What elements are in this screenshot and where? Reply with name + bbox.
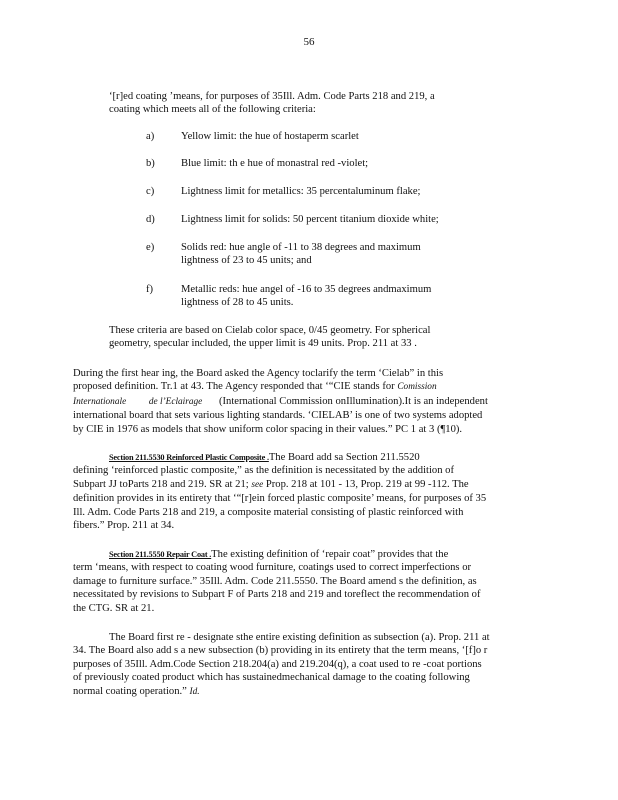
criterion-label: c) — [146, 186, 155, 197]
intro-line: coating which meets all of the following criteria: — [109, 104, 316, 116]
criteria-note-line: geometry, specular included, the upper limit is 49 units. Prop. 211 at 33 . — [109, 338, 417, 350]
criterion-label: a) — [146, 131, 155, 142]
criterion-line: lightness of 28 to 45 units. — [181, 297, 294, 309]
reinforced-line: Ill. Adm. Code Parts 218 and 219, a composite material consisting of plastic reinforced with — [73, 506, 464, 518]
repair-line: damage to furniture surface.” 35Ill. Adm. Code 211.5550. The Board amend s the definition, as — [73, 575, 477, 587]
hearing-line: international board that sets various lighting standards. ‘CIELAB’ is one of two systems adopted — [73, 410, 483, 422]
redesignate-line — [73, 631, 537, 644]
criterion-label: f) — [146, 284, 154, 295]
hearing-line: During the first hear ing, the Board asked the Agency toclarify the term ‘Cielab” in this — [73, 368, 444, 379]
reinforced-text: Subpart JJ toParts 218 and 219. SR at 21; — [73, 478, 249, 490]
redesignate-text: normal coating operation.” — [73, 685, 187, 697]
hearing-italic: de l’Eclairage — [148, 396, 203, 407]
hearing-italic: Comission — [397, 382, 437, 393]
criterion-text — [181, 283, 481, 310]
hearing-line — [73, 380, 537, 394]
criteria-note-line: These criteria are based on Cielab color space, 0/45 geometry. For spherical — [109, 325, 431, 336]
criterion-label: e) — [146, 242, 155, 253]
criterion-text: Lightness limit for solids: 50 percent titanium dioxide white; — [181, 214, 439, 225]
redesignate-text: The Board first re - designate sthe entire existing definition as subsection (a). Prop. 211 at — [109, 632, 490, 643]
hearing-text: (International Commission onIllumination).It is an independent — [218, 395, 488, 407]
hearing-italic: Internationale — [73, 396, 127, 407]
redesignate-paragraph — [73, 631, 537, 699]
redesignate-italic: Id. — [189, 686, 200, 697]
reinforced-line: fibers.” Prop. 211 at 34. — [73, 520, 175, 532]
reinforced-line: defining ‘reinforced plastic composite,” as the definition is necessitated by the addition of — [73, 465, 454, 477]
page-number: 56 — [303, 36, 315, 48]
repair-line: the CTG. SR at 21. — [73, 602, 155, 614]
redesignate-line: 34. The Board also add s a new subsection (b) providing in its entirety that the term means, ‘[f]o r — [73, 645, 488, 657]
criteria-note — [109, 324, 479, 351]
hearing-paragraph — [73, 367, 537, 436]
criterion-text: Yellow limit: the hue of hostaperm scarlet — [181, 131, 359, 142]
reinforced-text: Prop. 218 at 101 - 13, Prop. 219 at 99 -112. The — [265, 478, 469, 490]
criterion-text: Blue limit: th e hue of monastral red -violet; — [181, 158, 369, 169]
criterion-text: Lightness limit for metallics: 35 percentaluminum flake; — [181, 186, 421, 197]
intro-line: ‘[r]ed coating ’means, for purposes of 35Ill. Adm. Code Parts 218 and 219, a — [109, 91, 435, 102]
intro-paragraph — [109, 90, 479, 117]
reinforced-line: definition provides in its entirety that ‘“[r]ein forced plastic composite’ means, for purposes of 35 — [73, 493, 487, 505]
reinforced-line — [73, 478, 537, 492]
criterion-line: lightness of 23 to 45 units; and — [181, 255, 312, 267]
redesignate-line: purposes of 35Ill. Adm.Code Section 218.204(a) and 219.204(q), a coat used to re -coat portions — [73, 658, 482, 670]
criterion-label: b) — [146, 158, 155, 169]
reinforced-italic: see — [251, 479, 264, 490]
repair-coat-paragraph — [73, 548, 537, 615]
criterion-line: Metallic reds: hue angel of -16 to 35 degrees andmaximum — [181, 284, 432, 295]
redesignate-line: of previously coated product which has sustainedmechanical damage to the coating following — [73, 672, 470, 684]
reinforced-text: The Board add sa Section 211.5520 — [268, 452, 420, 463]
repair-line — [73, 548, 537, 561]
repair-line: necessitated by revisions to Subpart F of Parts 218 and 219 and toreflect the recommendation of — [73, 589, 481, 601]
reinforced-composite-paragraph — [73, 451, 537, 532]
section-heading-reinforced: Section 211.5530 Reinforced Plastic Composite . — [109, 453, 269, 462]
repair-text: The existing definition of ‘repair coat” provides that the — [211, 549, 449, 560]
section-heading-repair: Section 211.5550 Repair Coat . — [109, 550, 212, 559]
criterion-text — [181, 241, 481, 268]
redesignate-line — [73, 685, 537, 699]
criterion-label: d) — [146, 214, 155, 225]
repair-line: term ‘means, with respect to coating wood furniture, coatings used to correct imperfections or — [73, 562, 472, 574]
hearing-line — [73, 395, 537, 409]
hearing-text: proposed definition. Tr.1 at 43. The Agency responded that ‘“CIE stands for — [73, 381, 395, 393]
reinforced-line — [73, 451, 537, 464]
criterion-line: Solids red: hue angle of -11 to 38 degrees and maximum — [181, 242, 421, 253]
hearing-line: by CIE in 1976 as models that show uniform color spacing in their values.” PC 1 at 3 (¶10). — [73, 423, 463, 435]
